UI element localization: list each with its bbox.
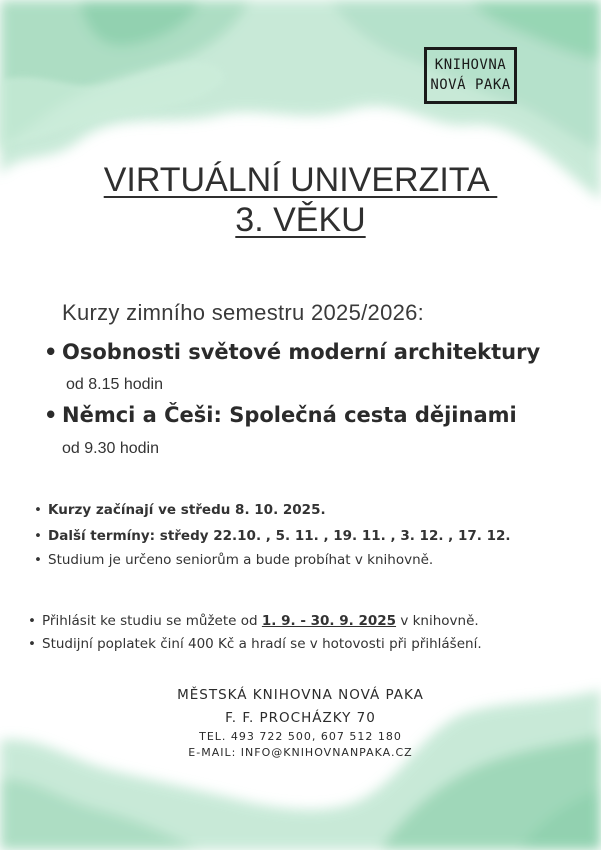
logo-line-1: KNIHOVNA: [434, 57, 507, 73]
registration-text-start: Přihlásit ke studiu se můžete od: [42, 613, 262, 629]
course-name: Osobnosti světové moderní architektury: [62, 340, 541, 364]
course-time: od 9.30 hodin: [62, 440, 159, 457]
registration-text-end: v knihovně.: [396, 613, 479, 629]
registration-dates: 1. 9. - 30. 9. 2025: [261, 613, 397, 629]
contact-library-name: MĚSTSKÁ KNIHOVNA NOVÁ PAKA: [177, 687, 424, 703]
bullet-icon: •: [34, 502, 42, 518]
fee-text: Studijní poplatek činí 400 Kč a hradí se v hotovosti při přihlášení.: [42, 636, 482, 652]
course-time: od 8.15 hodin: [66, 376, 163, 393]
course-item: [44, 340, 540, 364]
bullet-icon: •: [34, 552, 42, 568]
registration-item: [28, 613, 479, 629]
contact-address: F. F. PROCHÁZKY 70: [225, 710, 376, 726]
info-text: Další termíny: středy 22.10. , 5. 11. , 19. 11. , 3. 12. , 17. 12.: [48, 528, 511, 544]
page-title: [0, 160, 601, 240]
bullet-icon: •: [44, 340, 58, 364]
bullet-icon: •: [28, 636, 36, 652]
course-name: Němci a Češi: Společná cesta dějinami: [62, 403, 517, 427]
info-item: [34, 552, 433, 568]
semester-heading: Kurzy zimního semestru 2025/2026:: [62, 300, 425, 325]
library-logo: [424, 47, 517, 104]
info-item: [34, 528, 511, 544]
contact-phone: TEL. 493 722 500, 607 512 180: [199, 730, 402, 743]
info-item: [34, 502, 326, 518]
registration-item: [28, 636, 482, 652]
contact-email: E-MAIL: INFO@KNIHOVNANPAKA.CZ: [188, 746, 413, 759]
info-text: Studium je určeno seniorům a bude probíhat v knihovně.: [48, 552, 434, 568]
logo-line-2: NOVÁ PAKA: [430, 77, 511, 93]
title-line-2: 3. VĚKU: [235, 201, 366, 239]
bullet-icon: •: [44, 403, 58, 427]
info-text: Kurzy začínají ve středu 8. 10. 2025.: [48, 502, 326, 518]
bullet-icon: •: [34, 528, 42, 544]
bullet-icon: •: [28, 613, 36, 629]
title-line-1: VIRTUÁLNÍ UNIVERZITA: [103, 161, 498, 199]
course-item: [44, 403, 517, 427]
